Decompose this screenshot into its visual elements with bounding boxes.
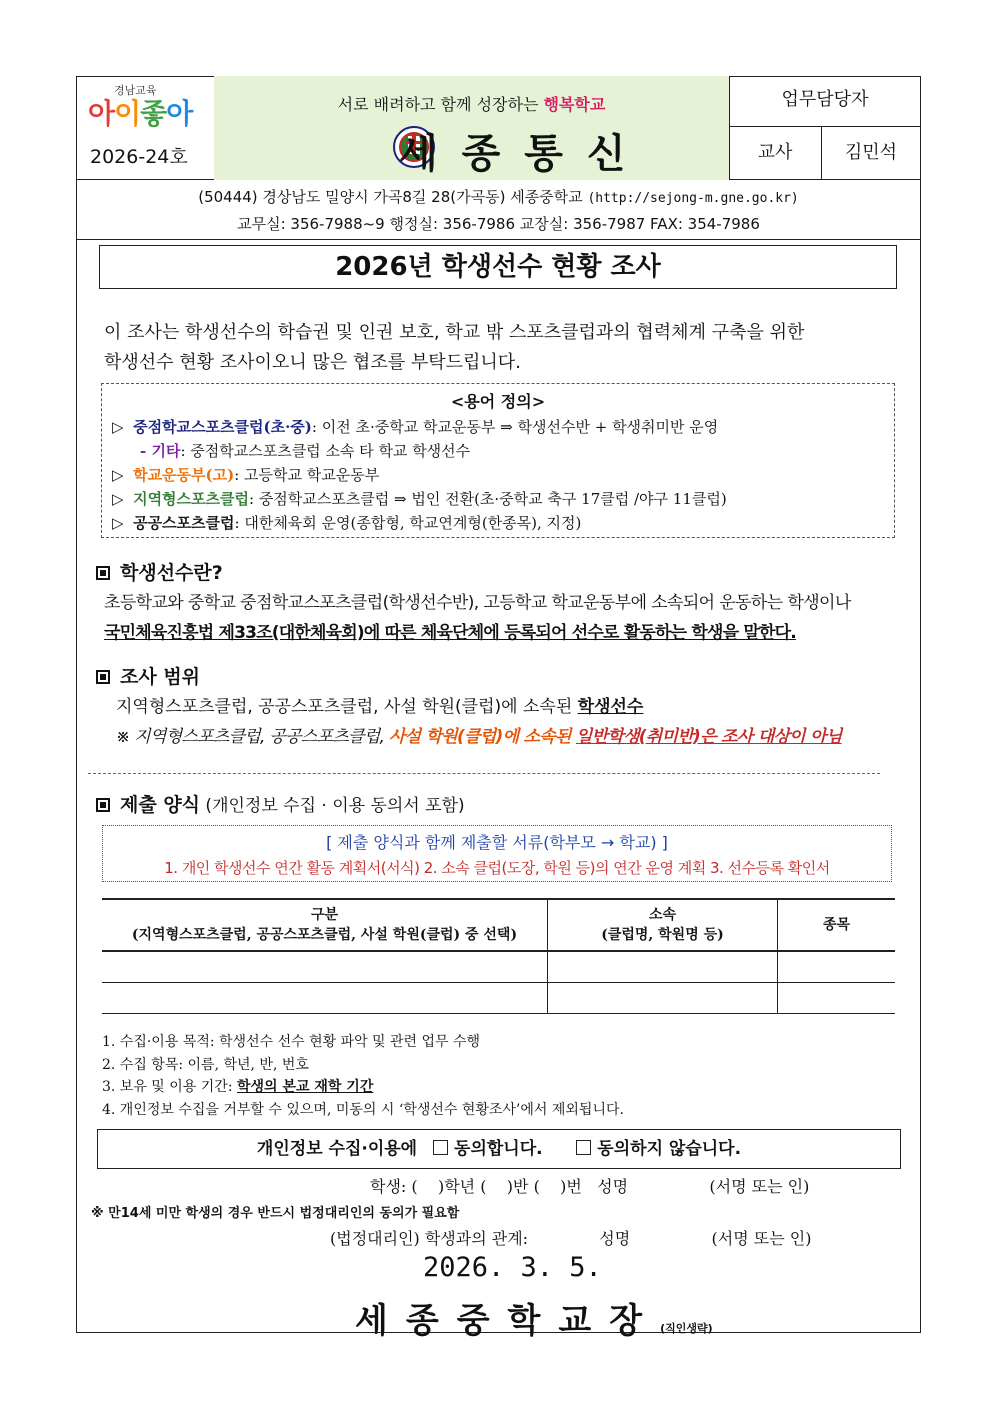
slogan-highlight: 행복학교 <box>543 95 606 114</box>
term-item: ▷ 공공스포츠클럽: 대한체육회 운영(종합형, 학교연계형(한종목), 지정) <box>112 514 582 532</box>
section-body: 지역형스포츠클럽, 공공스포츠클럽, 사설 학원(클럽)에 소속된 학생선수 <box>116 697 644 717</box>
input-cell[interactable] <box>548 983 778 1014</box>
documents-list: 1. 개인 학생선수 연간 활동 계획서(서식) 2. 소속 클럽(도장, 학원 등)의 연간 운영 계획 3. 선수등록 확인서 <box>164 859 830 877</box>
table-row <box>102 951 895 983</box>
section-heading: 제출 양식 (개인정보 수집 · 이용 동의서 포함) <box>96 790 465 817</box>
input-cell[interactable] <box>778 951 896 983</box>
input-cell[interactable] <box>778 983 896 1014</box>
newsletter-header <box>76 76 921 180</box>
documents-title: [ 제출 양식과 함께 제출할 서류(학부모 → 학교) ] <box>326 833 668 852</box>
column-header-sport: 종목 <box>778 899 896 951</box>
terms-definition-box <box>101 383 895 538</box>
terms-heading: <용어 정의> <box>450 392 546 411</box>
section-heading: 조사 범위 <box>96 662 200 689</box>
required-documents-box <box>102 825 892 882</box>
input-cell[interactable] <box>102 951 548 983</box>
issue-number: 2026-24호 <box>90 146 188 168</box>
section-heading: 학생선수란? <box>96 558 223 585</box>
section-body-emphasis: 국민체육진흥법 제33조(대한체육회)에 따른 체육단체에 등록되어 선수로 활동하는 학생을 말한다. <box>104 623 796 643</box>
divider <box>76 239 921 240</box>
section-note: ※ 지역형스포츠클럽, 공공스포츠클럽, 사설 학원(클럽)에 소속된 일반학생(취미반)은 조사 대상이 아님 <box>116 727 842 747</box>
guardian-signature-line: (법정대리인) 학생과의 관계: 성명 (서명 또는 인) <box>330 1229 812 1248</box>
staff-role: 교사 <box>729 126 822 180</box>
intro-text: 이 조사는 학생선수의 학습권 및 인권 보호, 학교 밖 스포츠클럽과의 협력체계 구축을 위한 학생선수 현황 조사이오니 많은 협조를 부탁드립니다. <box>104 322 805 373</box>
newsletter-title: 세종통신 <box>399 130 650 177</box>
seal-note: (직인생략) <box>660 1322 713 1335</box>
table-row <box>102 983 895 1014</box>
input-cell[interactable] <box>102 983 548 1014</box>
staff-label: 업무담당자 <box>729 76 921 127</box>
staff-cell <box>729 76 921 180</box>
column-header-affiliation: 소속 (클럽명, 학원명 등) <box>548 899 778 951</box>
agree-checkbox[interactable] <box>433 1140 448 1155</box>
school-address: (50444) 경상남도 밀양시 가곡8길 28(가곡동) 세종중학교 (http://sejong-m.gne.go.kr) <box>198 188 799 206</box>
disagree-checkbox[interactable] <box>576 1140 591 1155</box>
input-cell[interactable] <box>548 951 778 983</box>
section-body: 초등학교와 중학교 중점학교스포츠클럽(학생선수반), 고등학교 학교운동부에 소속되어 운동하는 학생이나 <box>104 593 851 613</box>
slogan: 서로 배려하고 함께 성장하는 행복학교 <box>337 95 606 114</box>
term-item: ▷ 중점학교스포츠클럽(초·중): 이전 초·중학교 학교운동부 ⇒ 학생선수반 + 학생취미반 운영 <box>112 418 719 436</box>
logo-cell <box>76 76 215 180</box>
staff-name: 김민석 <box>844 142 898 163</box>
term-item: ▷ 지역형스포츠클럽: 중점학교스포츠클럽 ⇒ 법인 전환(초·중학교 축구 17클럽 /야구 11클럽) <box>112 490 727 508</box>
phone-numbers: 교무실: 356-7988~9 행정실: 356-7986 교장실: 356-7987 FAX: 354-7986 <box>237 215 760 233</box>
dashed-divider <box>88 773 880 774</box>
submission-table <box>102 898 895 1014</box>
square-bullet-icon <box>96 566 110 580</box>
square-bullet-icon <box>96 798 110 812</box>
school-url[interactable]: (http://sejong-m.gne.go.kr) <box>587 191 799 206</box>
square-bullet-icon <box>96 670 110 684</box>
school-logo: 아이좋아 <box>88 97 193 130</box>
column-header-category: 구분 (지역형스포츠클럽, 공공스포츠클럽, 사설 학원(클럽) 중 선택) <box>102 899 548 951</box>
term-item: - 기타: 중점학교스포츠클럽 소속 타 학교 학생선수 <box>140 442 471 460</box>
title-cell <box>214 76 730 180</box>
consent-checkbox-row: 개인정보 수집·이용에 동의합니다. 동의하지 않습니다. <box>97 1129 901 1169</box>
privacy-consent-items: 1. 수집·이용 목적: 학생선수 선수 현황 파악 및 관련 업무 수행 2. 수집 항목: 이름, 학년, 반, 번호 3. 보유 및 이용 기간: 학생의 본교 재학 기간 4. 개인정보 수집을 거부할 수 있으며, 미동의 시 ‘학생선수 현황조사’에서 제외됩니다. <box>102 1034 624 1118</box>
document-title: 2026년 학생선수 현황 조사 <box>99 245 897 289</box>
student-signature-line: 학생: ( )학년 ( )반 ( )번 성명 (서명 또는 인) <box>370 1177 810 1196</box>
guardian-consent-note: ※ 만14세 미만 학생의 경우 반드시 법정대리인의 동의가 필요함 <box>91 1206 460 1221</box>
logo-region: 경남교육 <box>114 84 157 97</box>
document-date: 2026. 3. 5. <box>423 1252 602 1283</box>
term-item: ▷ 학교운동부(고): 고등학교 학교운동부 <box>112 466 380 484</box>
principal-signature: 세종중학교장(직인생략) <box>355 1301 713 1341</box>
